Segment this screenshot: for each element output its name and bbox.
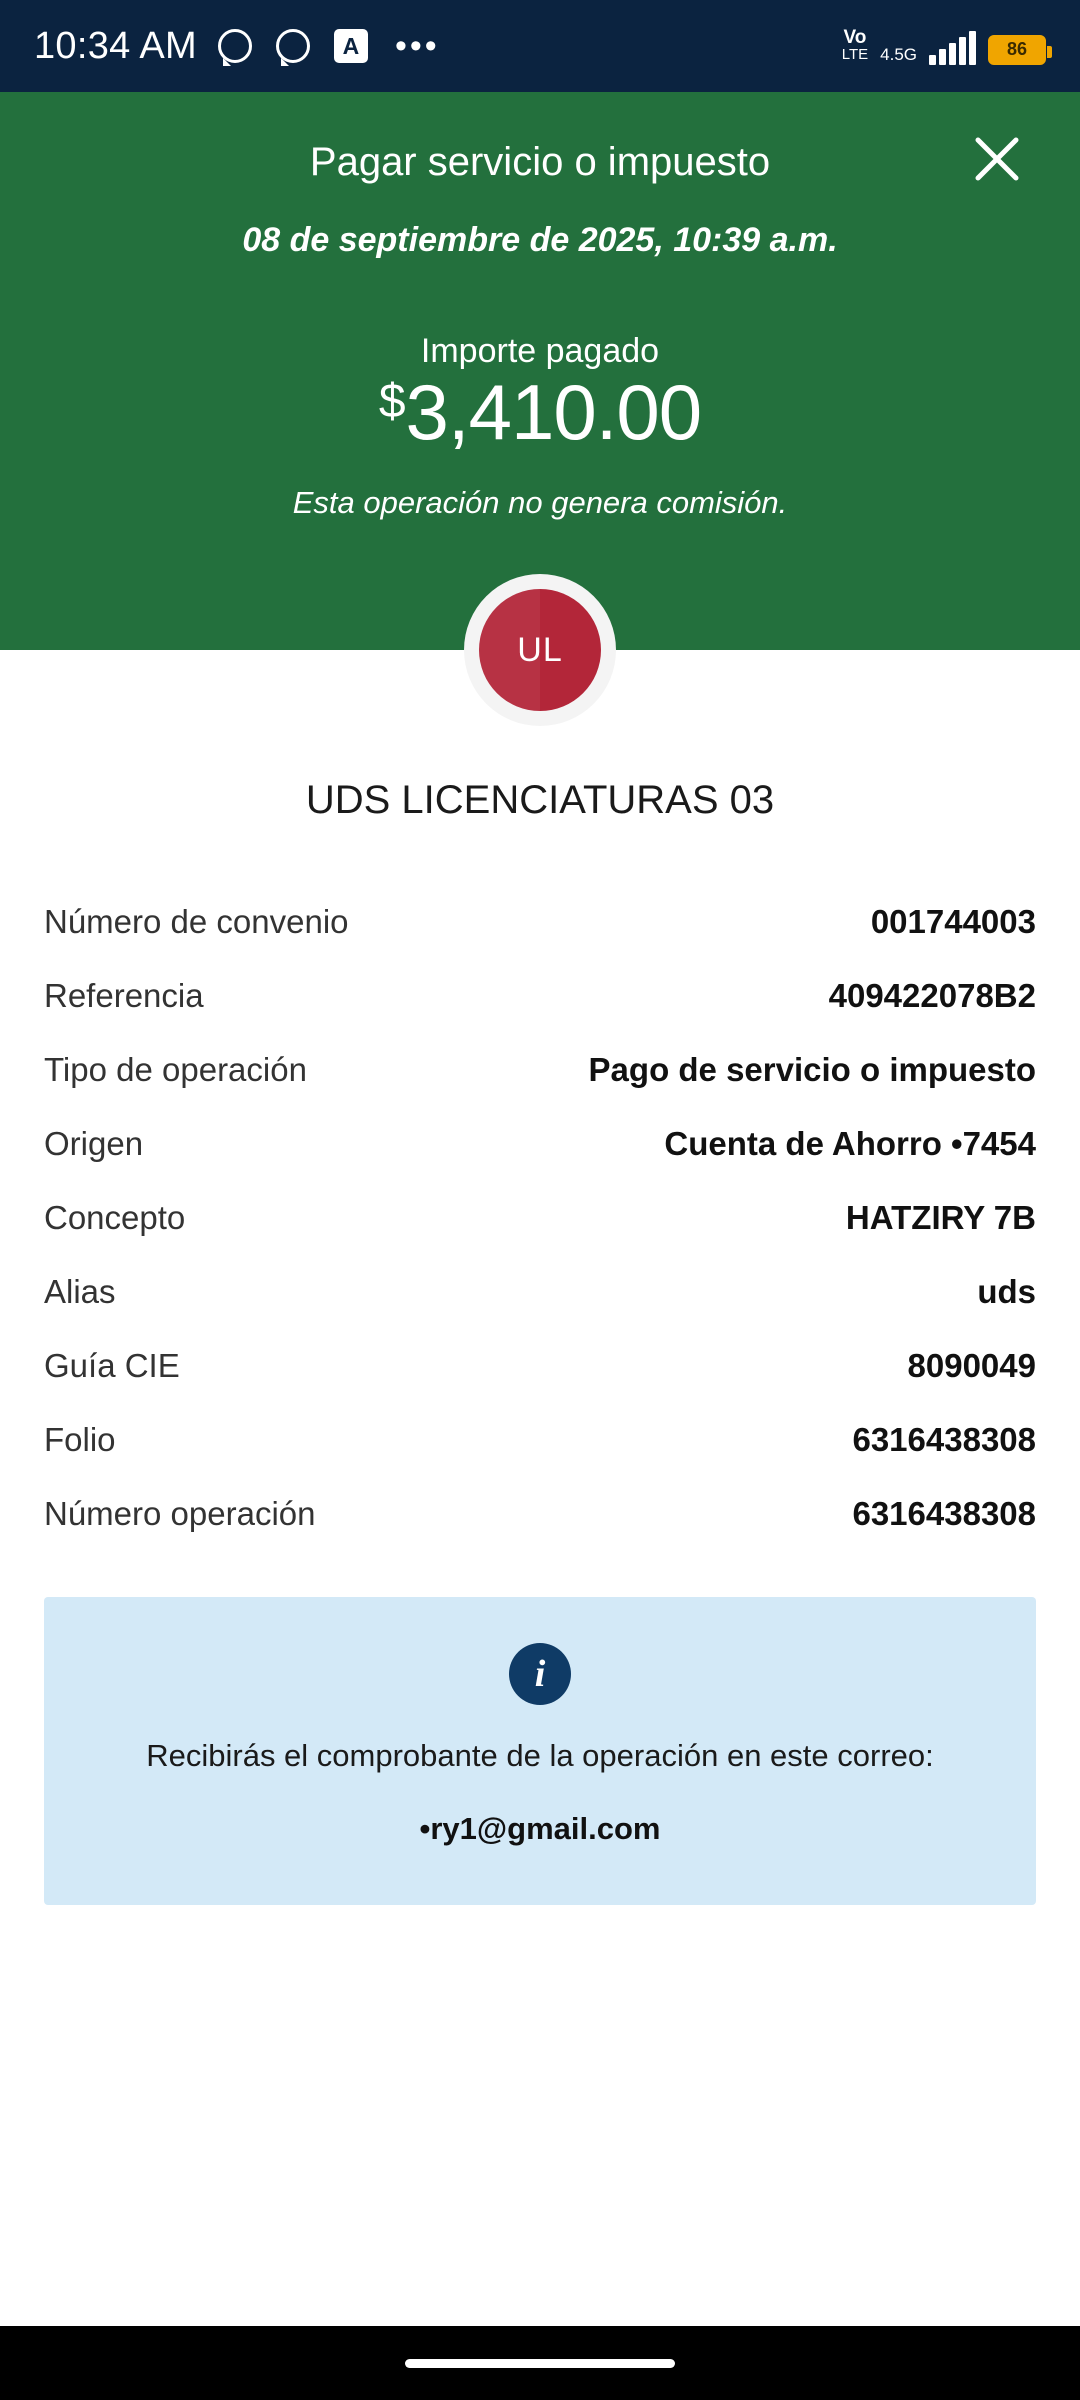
- detail-value: Pago de servicio o impuesto: [588, 1051, 1036, 1088]
- detail-label: Folio: [44, 1421, 116, 1458]
- detail-label: Origen: [44, 1125, 144, 1162]
- home-gesture-pill[interactable]: [405, 2359, 675, 2368]
- detail-value: uds: [977, 1273, 1036, 1310]
- detail-value: 409422078B2: [828, 977, 1036, 1014]
- info-text: Recibirás el comprobante de la operación en este correo:: [146, 1738, 934, 1773]
- detail-label: Alias: [44, 1273, 116, 1310]
- transaction-datetime: 08 de septiembre de 2025, 10:39 a.m.: [242, 221, 838, 259]
- status-bar-right: [842, 28, 1046, 65]
- detail-value: HATZIRY 7B: [845, 1199, 1036, 1236]
- table-row: [44, 1255, 1036, 1329]
- detail-value: 6316438308: [852, 1495, 1036, 1532]
- table-row: [44, 959, 1036, 1033]
- detail-label: Número de convenio: [44, 903, 349, 940]
- close-icon[interactable]: [966, 128, 1028, 190]
- table-row: [44, 1107, 1036, 1181]
- merchant-name: UDS LICENCIATURAS 03: [305, 778, 775, 822]
- status-clock: 10:34 AM: [34, 24, 197, 67]
- table-row: [44, 1181, 1036, 1255]
- volte-bottom-label: LTE: [841, 45, 869, 63]
- avatar: [464, 574, 616, 726]
- table-row: [44, 885, 1036, 959]
- detail-list: [44, 885, 1036, 1551]
- whatsapp-icon: [273, 26, 313, 66]
- detail-label: Número operación: [44, 1495, 316, 1532]
- signal-strength-icon: [929, 31, 976, 65]
- receipt-body: [0, 650, 1080, 2326]
- table-row: [44, 1033, 1036, 1107]
- amount-number: 3,410.00: [405, 368, 702, 456]
- detail-label: Guía CIE: [44, 1347, 180, 1384]
- detail-label: Tipo de operación: [44, 1051, 307, 1088]
- info-icon-glyph: i: [534, 1653, 546, 1695]
- amount-label: Importe pagado: [420, 332, 660, 370]
- amount-value: [0, 368, 1080, 456]
- detail-label: Concepto: [44, 1199, 186, 1236]
- page-title: Pagar servicio o impuesto: [309, 140, 771, 184]
- info-banner: [44, 1597, 1036, 1905]
- detail-value: 8090049: [907, 1347, 1036, 1384]
- fee-note: Esta operación no genera comisión.: [292, 485, 788, 520]
- status-bar-left: [34, 25, 440, 68]
- detail-value: 001744003: [870, 903, 1036, 940]
- avatar-initials: UL: [517, 630, 563, 669]
- system-navigation-bar: [0, 2326, 1080, 2400]
- detail-value: 6316438308: [852, 1421, 1036, 1458]
- volte-top-label: Vo: [843, 26, 867, 48]
- more-dots-icon: •••: [394, 26, 440, 65]
- info-icon: [509, 1643, 571, 1705]
- table-row: [44, 1477, 1036, 1551]
- volte-icon: [842, 28, 868, 65]
- avatar-circle: [479, 589, 601, 711]
- app-icon-glyph: A: [342, 32, 360, 59]
- currency-symbol: $: [378, 375, 406, 428]
- battery-icon: [988, 35, 1046, 65]
- table-row: [44, 1403, 1036, 1477]
- whatsapp-icon: [215, 26, 255, 66]
- status-bar: [0, 0, 1080, 92]
- receipt-header: [0, 92, 1080, 669]
- info-email: •ry1@gmail.com: [419, 1810, 661, 1846]
- battery-percent-label: 86: [1006, 39, 1028, 59]
- table-row: [44, 1329, 1036, 1403]
- detail-label: Referencia: [44, 977, 204, 1014]
- detail-value: Cuenta de Ahorro •7454: [664, 1125, 1036, 1162]
- network-type-label: 4.5G: [880, 44, 917, 64]
- app-icon: [331, 26, 371, 66]
